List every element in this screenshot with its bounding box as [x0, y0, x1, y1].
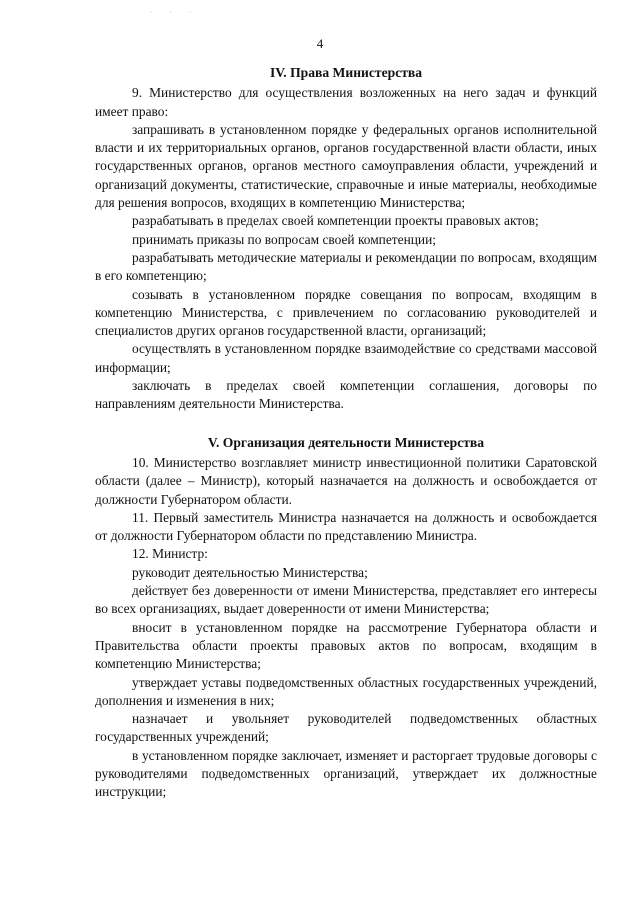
paragraph: запрашивать в установленном порядке у федеральных органов исполнительной власти и их территориальных органов, органов государственной власти области, иных государственных органов, органов местного самоуправления области, учреждений и организаций документы, статистические, справочные и иные материалы, необходимые для решения вопросов, входящих в компетенцию Министерства; — [95, 121, 597, 211]
scan-specks: · · · — [150, 10, 199, 16]
paragraph: разрабатывать методические материалы и рекомендации по вопросам, входящим в его компетенцию; — [95, 249, 597, 284]
paragraph: 11. Первый заместитель Министра назначается на должность и освобождается от должности Губернатором области по представлению Министра. — [95, 509, 597, 544]
paragraph: созывать в установленном порядке совещания по вопросам, входящим в компетенцию Министерства, с привлечением по согласованию руководителей и специалистов других органов государственной власти, организаций; — [95, 286, 597, 339]
paragraph: руководит деятельностью Министерства; — [132, 564, 368, 580]
paragraph: 10. Министерство возглавляет министр инвестиционной политики Саратовской области (далее – Министр), который назначается на должность и освобождается от должности Губернатором области. — [95, 454, 597, 507]
paragraph: в установленном порядке заключает, изменяет и расторгает трудовые договоры с руководителями подведомственных организаций, утверждает их должностные инструкции; — [95, 747, 597, 800]
paragraph: заключать в пределах своей компетенции соглашения, договоры по направлениям деятельности Министерства. — [95, 378, 597, 412]
section-heading-rights: IV. Права Министерства — [269, 65, 423, 80]
paragraph: разрабатывать в пределах своей компетенции проекты правовых актов; — [132, 213, 539, 229]
paragraph: принимать приказы по вопросам своей компетенции; — [132, 231, 436, 247]
section-heading-organization: V. Организация деятельности Министерства — [207, 434, 485, 450]
paragraph: осуществлять в установленном порядке взаимодействие со средствами массовой информации; — [95, 341, 597, 375]
paragraph: утверждает уставы подведомственных областных государственных учреждений, дополнения и изменения в них; — [95, 674, 597, 708]
paragraph: вносит в установленном порядке на рассмотрение Губернатора области и Правительства области проекты правовых актов по вопросам, входящим в компетенцию Министерства; — [95, 619, 597, 672]
page-number: 4 — [316, 36, 324, 51]
document-body — [95, 64, 597, 802]
paragraph: 9. Министерство для осуществления возложенных на него задач и функций имеет право: — [95, 85, 597, 119]
paragraph: 12. Министр: — [132, 546, 208, 562]
paragraph: действует без доверенности от имени Министерства, представляет его интересы во всех организациях, выдает доверенности от имени Министерства; — [95, 583, 597, 617]
paragraph: назначает и увольняет руководителей подведомственных областных государственных учреждений; — [95, 711, 597, 745]
